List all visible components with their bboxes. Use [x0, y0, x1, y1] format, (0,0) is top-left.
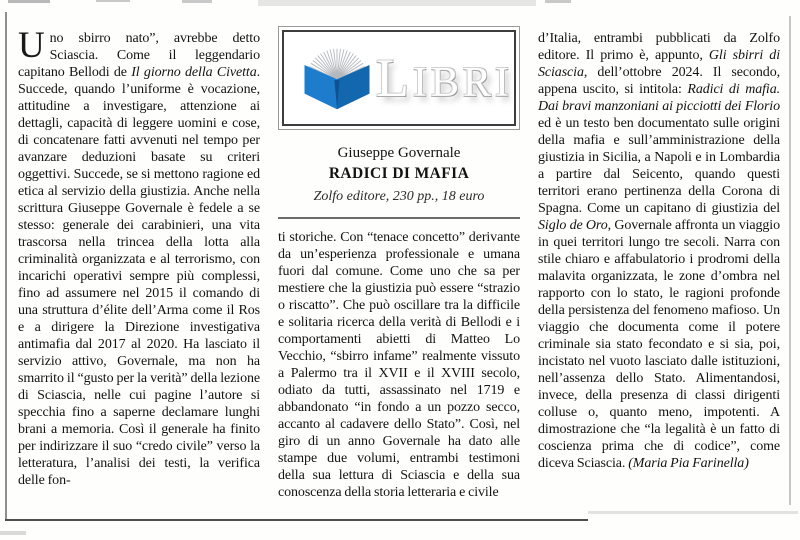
scan-artifact [8, 0, 50, 3]
clipping-edge [588, 511, 798, 514]
article-column-1 [18, 25, 260, 501]
open-book-icon [298, 42, 376, 114]
article-column-2 [278, 30, 520, 501]
article-text: Uno sbirro nato”, avrebbe detto Sciascia. Come il leggendario capitano Bellodi de Il giorno della Civetta. Succede, quando l’uniforme è vocazione, attitudine a investigare, attenzione ai dettagli, capacità di leggere uomini e cose, di concatenare fatti avvenuti nel tempo per avanzare deduzioni basate su criteri oggettivi. Succede, se si mettono ragione ed etica al servizio della giustizia. Anche nella scrittura Giuseppe Governale è fedele a se stesso: generale dei carabinieri, una vita trascorsa nella trincea della lotta alla criminalità organizzata e al terrorismo, con incarichi operativi sempre più complessi, fino ad assumere nel 2015 il comando di una struttura d’élite dell’Arma come il Ros e a dirigere la Direzione investigativa antimafia dal 2017 al 2020. Ha lasciato il servizio attivo, Governale, ma non ha smarrito il “gusto per la verità” della lezione di Sciascia, nelle cui pagine l’autore si specchia fino a saperne declamare lunghi brani a memoria. Così il generale ha finito per indirizzare il suo “credo civile” verso la letteratura, l’analisi dei testi, la verifica delle fon- [18, 25, 260, 488]
scan-artifact [545, 0, 571, 3]
libri-section-box [278, 26, 520, 130]
article-text: d’Italia, entrambi pubblicati da Zolfo editore. Il primo è, appunto, Gli sbirri di Sciascia, dell’ottobre 2024. Il secondo, appena uscito, si intitola: Radici di mafia. Dai bravi manzoniani ai picciotti dei Florio ed è un testo ben documentato sulle origini della mafia e sull’amministrazione della giustizia in Sicilia, a Napoli e in Lombardia a partire dal Seicento, quando questi territori erano pertinenza della Corona di Spagna. Come un capitano di giustizia del Siglo de Oro, Governale affronta un viaggio in quei territori lungo tre secoli. Narra con stile chiaro e affabulatorio i prodromi della malavita organizzata, le zone d’ombra nel rapporto con lo stato, le ragioni profonde della persistenza del fenomeno mafioso. Un viaggio che documenta come il potere criminale sia stato fecondato e si sia, poi, incistato nel vuoto lasciato dalle istituzioni, nell’assenza dello Stato. Alimentandosi, invece, della presenza di classi dirigenti colluse o, quanto meno, impotenti. A dimostrazione che “la legalità è un fatto di coscienza prima che di codice”, come diceva Sciascia. (Maria Pia Farinella) [538, 31, 780, 471]
book-author: Giuseppe Governale [337, 145, 461, 161]
article-body [18, 25, 782, 501]
scan-artifact [182, 0, 212, 3]
scan-artifact [0, 531, 26, 535]
article-column-3 [538, 30, 780, 501]
book-info [278, 145, 520, 205]
column-rule-right [789, 16, 791, 505]
section-title: LIBRI [376, 48, 513, 108]
book-title: RADICI DI MAFIA [328, 165, 470, 182]
book-info-divider [278, 217, 520, 219]
drop-cap: U [18, 25, 45, 66]
article-bottom-rule [5, 519, 588, 521]
scan-artifact [96, 0, 130, 2]
column-rule-left [5, 12, 7, 520]
book-edition: Zolfo editore, 230 pp., 18 euro [313, 189, 485, 204]
scan-artifact [258, 0, 536, 6]
article-text: ti storiche. Con “tenace concetto” derivante da un’esperienza professionale e umana fuori dal comune. Come uno che sa per mestiere che la giustizia può essere “strazio o riscatto”. Che può oscillare tra la difficile e solitaria ricerca della verità di Bellodi e i comportamenti abietti di Matteo Lo Vecchio, “sbirro infame” realmente vissuto a Palermo tra il XVII e il XVIII secolo, odiato da tutti, assassinato nel 1719 e abbandonato “in fondo a un pozzo secco, accanto al cadavere dello Stato”. Così, nel giro di un anno Governale ha dato alle stampe due volumi, entrambi testimoni della sua lettura di Sciascia e della sua conoscenza della storia letteraria e civile [278, 230, 520, 500]
